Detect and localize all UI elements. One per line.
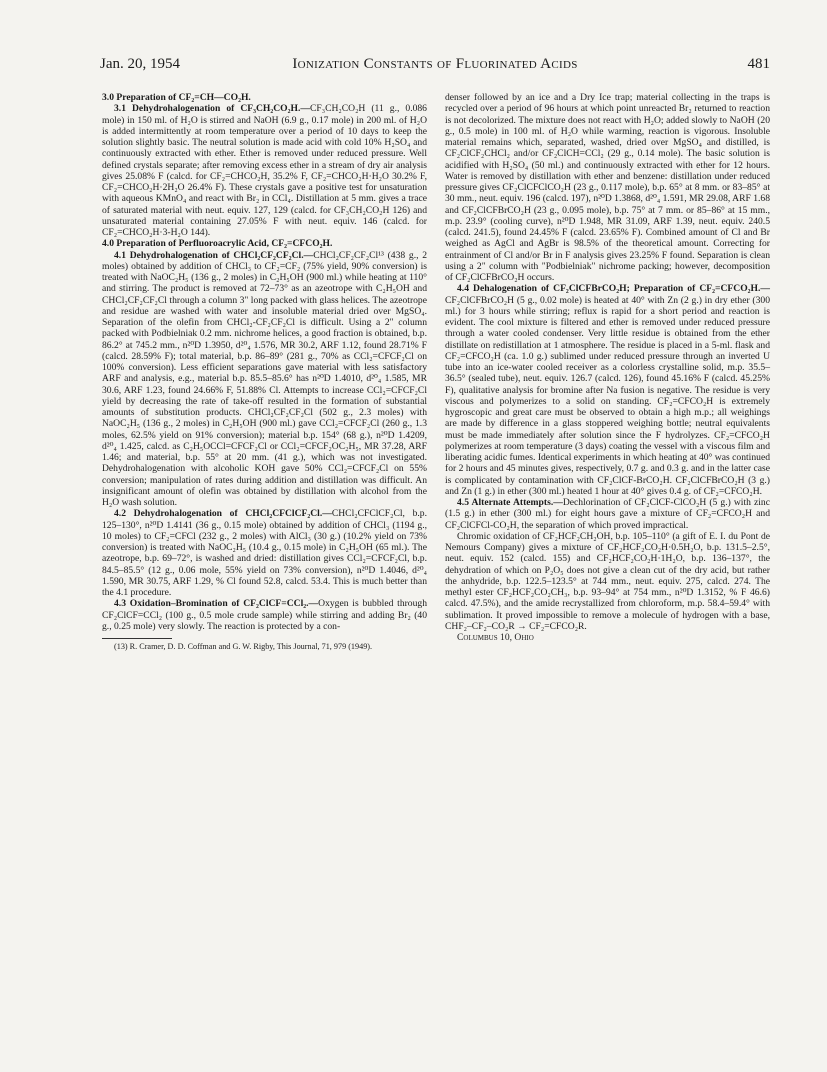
- paragraph-3-1: 3.1 Dehydrohalogenation of CF₃CH₂CO₂H.—CF₃CH₂CO₂H (11 g., 0.086 mole) in 150 ml. of H₂O is stirred and NaOH (6.9 g., 0.17 mole) in 200 ml. of H₂O is added intermittently at room temperature over a period of 10 days to keep the solution slightly basic. The neutral solution is made acid with cold 10% H₂SO₄ and continuously extracted with ether. Ether is removed under reduced pressure. Well defined crystals separate; after removing excess ether in a stream of dry air analysis gives 25.08% F (calcd. for CF₂=CHCO₂H, 35.2% F, CF₂=CHCO₂H·H₂O 30.2% F, CF₂=CHCO₂H·2H₂O 26.4% F). These crystals gave a positive test for unsaturation with aqueous KMnO₄ and react with Br₂ in CCl₄. Distillation at 5 mm. gives a trace of saturated material with neut. equiv. 127, 129 (calcd. for CF₃CH₂CO₂H 126) and unsaturated material containing 27.05% F with neut. equiv. 146 (calcd. for CF₂=CHCO₂H·3-H₂O 144).: [102, 103, 427, 238]
- paragraph-4-5: 4.5 Alternate Attempts.—Dechlorination of CF₂ClCF-ClCO₂H (5 g.) with zinc (1.5 g.) in ether (300 ml.) for eight hours gave a mixture of CF₂=CFCO₂H and CF₂ClCFCl-CO₂H, the separation of which proved impractical.: [445, 497, 770, 531]
- paragraph-4-3: 4.3 Oxidation–Bromination of CF₂ClCF=CCl₂.—Oxygen is bubbled through CF₂ClCF=CCl₂ (100 g., 0.5 mole crude sample) while stirring and adding Br₂ (40 g., 0.25 mole) very slowly. The reaction is protected by a con-: [102, 598, 427, 632]
- footnote-13: (13) R. Cramer, D. D. Coffman and G. W. Rigby, This Journal, 71, 979 (1949).: [114, 642, 373, 651]
- footnote-divider: [102, 638, 172, 639]
- paragraph-4-1: 4.1 Dehydrohalogenation of CHCl₂CF₂CF₂Cl.—CHCl₂CF₂CF₂Cl¹³ (438 g., 2 moles) obtained by addition of CHCl₃ to CF₂=CF₂ (75% yield, 90% conversion) is treated with NaOC₂H₅ (136 g., 2 moles) in C₂H₅OH (900 ml.) while heating at 110° and stirring. The product is removed at 72–73° as an azeotrope with C₂H₅OH and CHCl₂CF₂CF₂Cl through a column 3" long packed with glass helices. The azeotrope and residue are washed with water and insoluble material dried over MgSO₄. Separation of the olefin from CHCl₂-CF₂CF₂Cl is difficult. Using a 2" column packed with Podbielniak 0.2 mm. nichrome helices, a good fraction is obtained, b.p. 86.2° at 745.2 mm., n²⁰D 1.3950, d²⁰₄ 1.576, MR 30.2, ARF 1.12, found 28.71% F (calcd. 28.59% F); total material, b.p. 86–89° (281 g., 70% as CCl₂=CFCF₂Cl on 100% conversion). Less efficient separations gave material with less satisfactory ARF and analysis, e.g., material b.p. 85.5–85.6° has n²⁰D 1.4010, d²⁰₄ 1.585, MR 30.6, ARF 1.23, found 24.66% F, 51.88% Cl. Attempts to increase CCl₂=CFCF₂Cl yield by decreasing the rate of take-off resulted in the formation of substantial amounts of substitution products. CHCl₂CF₂CF₂Cl (502 g., 2.3 moles) with NaOC₂H₅ (136 g., 2 moles) in C₂H₅OH (900 ml.) gave CCl₂=CFCF₂Cl (260 g., 1.3 moles, 62.5% yield on 91% conversion); material b.p. 154° (68 g.), n²⁰D 1.4209, d²⁰₄ 1.425, calcd. as C₂H₅OCCl=CFCF₂Cl or CCl₂=CFCF₂OC₂H₅, MR 37.28, ARF 1.46; and material, b.p. 55° at 20 mm. (41 g.), which was not investigated. Dehydrohalogenation with alcoholic KOH gave 50% CCl₂=CFCF₂Cl on 55% conversion; manipulation of rates during addition and distillation was difficult. An insignificant amount of olefin was obtained by distillation with alcohol from the H₂O wash solution.: [102, 249, 427, 508]
- page-header: [100, 56, 770, 76]
- author-location: Columbus 10, Ohio: [457, 632, 534, 643]
- paragraph-4-2: 4.2 Dehydrohalogenation of CHCl₂CFClCF₂Cl.—CHCl₂CFClCF₂Cl, b.p. 125–130°, n²⁰D 1.4141 (36 g., 0.15 mole) obtained by addition of CHCl₃ (1194 g., 10 moles) to CF₂=CFCl (232 g., 2 moles) with AlCl₃ (30 g.) (10.2% yield on 73% conversion) is treated with NaOC₂H₅ (10.4 g., 0.15 mole) in C₂H₅OH (65 ml.). The azeotrope, b.p. 69–72°, is washed and dried: distillation gives CCl₂=CFCF₂Cl, b.p. 84.5–85.5° (12 g., 0.06 mole, 55% yield on 73% conversion), n²⁰D 1.4046, d²⁰₄ 1.590, MR 30.75, ARF 1.29, % Cl found 52.8, calcd. 53.4. This is much better than the 4.1 procedure.: [102, 508, 427, 598]
- running-title: Ionization Constants of Fluorinated Acids: [292, 56, 578, 72]
- section-heading-3-0: 3.0 Preparation of CF₂=CH—CO₂H.: [102, 92, 251, 103]
- right-column: [445, 92, 770, 643]
- header-date: Jan. 20, 1954: [100, 56, 180, 72]
- left-column: [102, 92, 427, 652]
- paragraph-4-3-continued: denser followed by an ice and a Dry Ice trap; material collecting in the traps is recycled over a period of 96 hours at which point unreacted Br₂ returned to reaction is not decolorized. The mixture does not react with H₂O; added slowly to NaOH (20 g., 0.5 mole) in 100 ml. of H₂O while warming, reaction is vigorous. Insoluble material remains which, separated, washed, dried over MgSO₄ and distilled, is CF₂ClCF₂CHCl₂ and/or CF₂ClCH=CCl₂ (29 g., 0.14 mole). The basic solution is acidified with H₂SO₄ (50 ml.) and continuously extracted with ether for 12 hours. Water is removed by distillation with ether and benzene: distillation under reduced pressure gives CF₂ClCFClCO₂H (23 g., 0.117 mole), b.p. 65° at 8 mm. or 83–85° at 30 mm., neut. equiv. 196 (calcd. 197), n²⁰D 1.3868, d²⁰₄ 1.591, MR 29.08, ARF 1.68 and CF₂ClCFBrCO₂H (23 g., 0.095 mole), b.p. 75° at 7 mm. or 85–86° at 15 mm., m.p. 23.9° (cooling curve), n²⁰D 1.948, MR 31.09, ARF 1.39, neut. equiv. 240.5 (calcd. 241.5), found 24.45% F (calcd. 23.65% F). Combined amount of Cl and Br weighed as AgCl and AgBr is 98.5% of the theoretical amount. Correcting for entrainment of Cl and/or Br in F analysis gives 23.25% F found. Separation is clean using a 2" column with "Podbielniak" nichrome packing; however, decomposition of CF₂ClCFBrCO₂H occurs.: [445, 92, 771, 283]
- section-heading-4-0: 4.0 Preparation of Perfluoroacrylic Acid, CF₂=CFCO₂H.: [102, 238, 333, 250]
- paragraph-4-4: 4.4 Dehalogenation of CF₂ClCFBrCO₂H; Preparation of CF₂=CFCO₂H.—CF₂ClCFBrCO₂H (5 g., 0.02 mole) is heated at 40° with Zn (2 g.) in dry ether (300 ml.) for 3 hours while stirring; reflux is rapid for a short period and reaction is evident. The cool mixture is filtered and ether is removed under reduced pressure through a water cooled condenser. Very little residue is obtained from the ether distillate on redistillation at 1 atmosphere. The residue is placed in a 5-ml. flask and CF₂=CFCO₂H (ca. 1.0 g.) sublimed under reduced pressure through an inverted U tube into an ice-water cooled receiver as a colorless crystalline solid, m.p. 35.5–36.5° (sealed tube), neut. equiv. 126.7 (calcd. 126), found 45.16% F (calcd. 45.25% F), qualitative analysis for bromine after Na fusion is negative. The residue is very viscous and polymerizes to a solid on standing. CF₂=CFCO₂H is extremely hygroscopic and great care must be observed to obtain a high m.p.; all weighings are made by difference in a glass stoppered weighing bottle; neutral equivalents must be made immediately after solution since the F hydrolyzes. CF₂=CFCO₂H polymerizes at room temperature (3 days) coating the vessel with a viscous film and liberating acidic fumes. Identical experiments in which heating at 40° was continued for 2 hours and 45 minutes gives, respectively, 0.7 g. and 0.3 g. and in the latter case is complicated by contamination with CF₂ClCF-BrCO₂H. CF₂ClCFBrCO₂H (3 g.) and Zn (1 g.) in ether (300 ml.) heated 1 hour at 40° gives 0.4 g. of CF₂=CFCO₂H.: [445, 283, 770, 497]
- page-number: 481: [747, 56, 770, 72]
- paragraph-chromic-oxidation: Chromic oxidation of CF₂HCF₂CH₂OH, b.p. 105–110° (a gift of E. I. du Pont de Nemours Company) gives a mixture of CF₂HCF₂CO₂H·0.5H₂O, b.p. 131.5–2.5°, neut. equiv. 152 (calcd. 155) and CF₂HCF₂CO₂H·1H₂O, b.p. 136–137°, the dehydration of which on P₂O₅ does not give a clean cut of the dry acid, but rather the anhydride, b.p. 122.5–123.5° at 744 mm., neut. equiv. 275, calcd. 274. The methyl ester CF₂HCF₂CO₂CH₃, b.p. 93–94° at 754 mm., n²⁰D 1.3152, % F 46.6) calcd. 47.5%), and the amide recrystallized from chloroform, m.p. 58.4–59.4° with sublimation. It proved impossible to remove a molecule of hydrogen with a base, CHF₂–CF₂–CO₂R → CF₂=CFCO₂R.: [445, 530, 770, 632]
